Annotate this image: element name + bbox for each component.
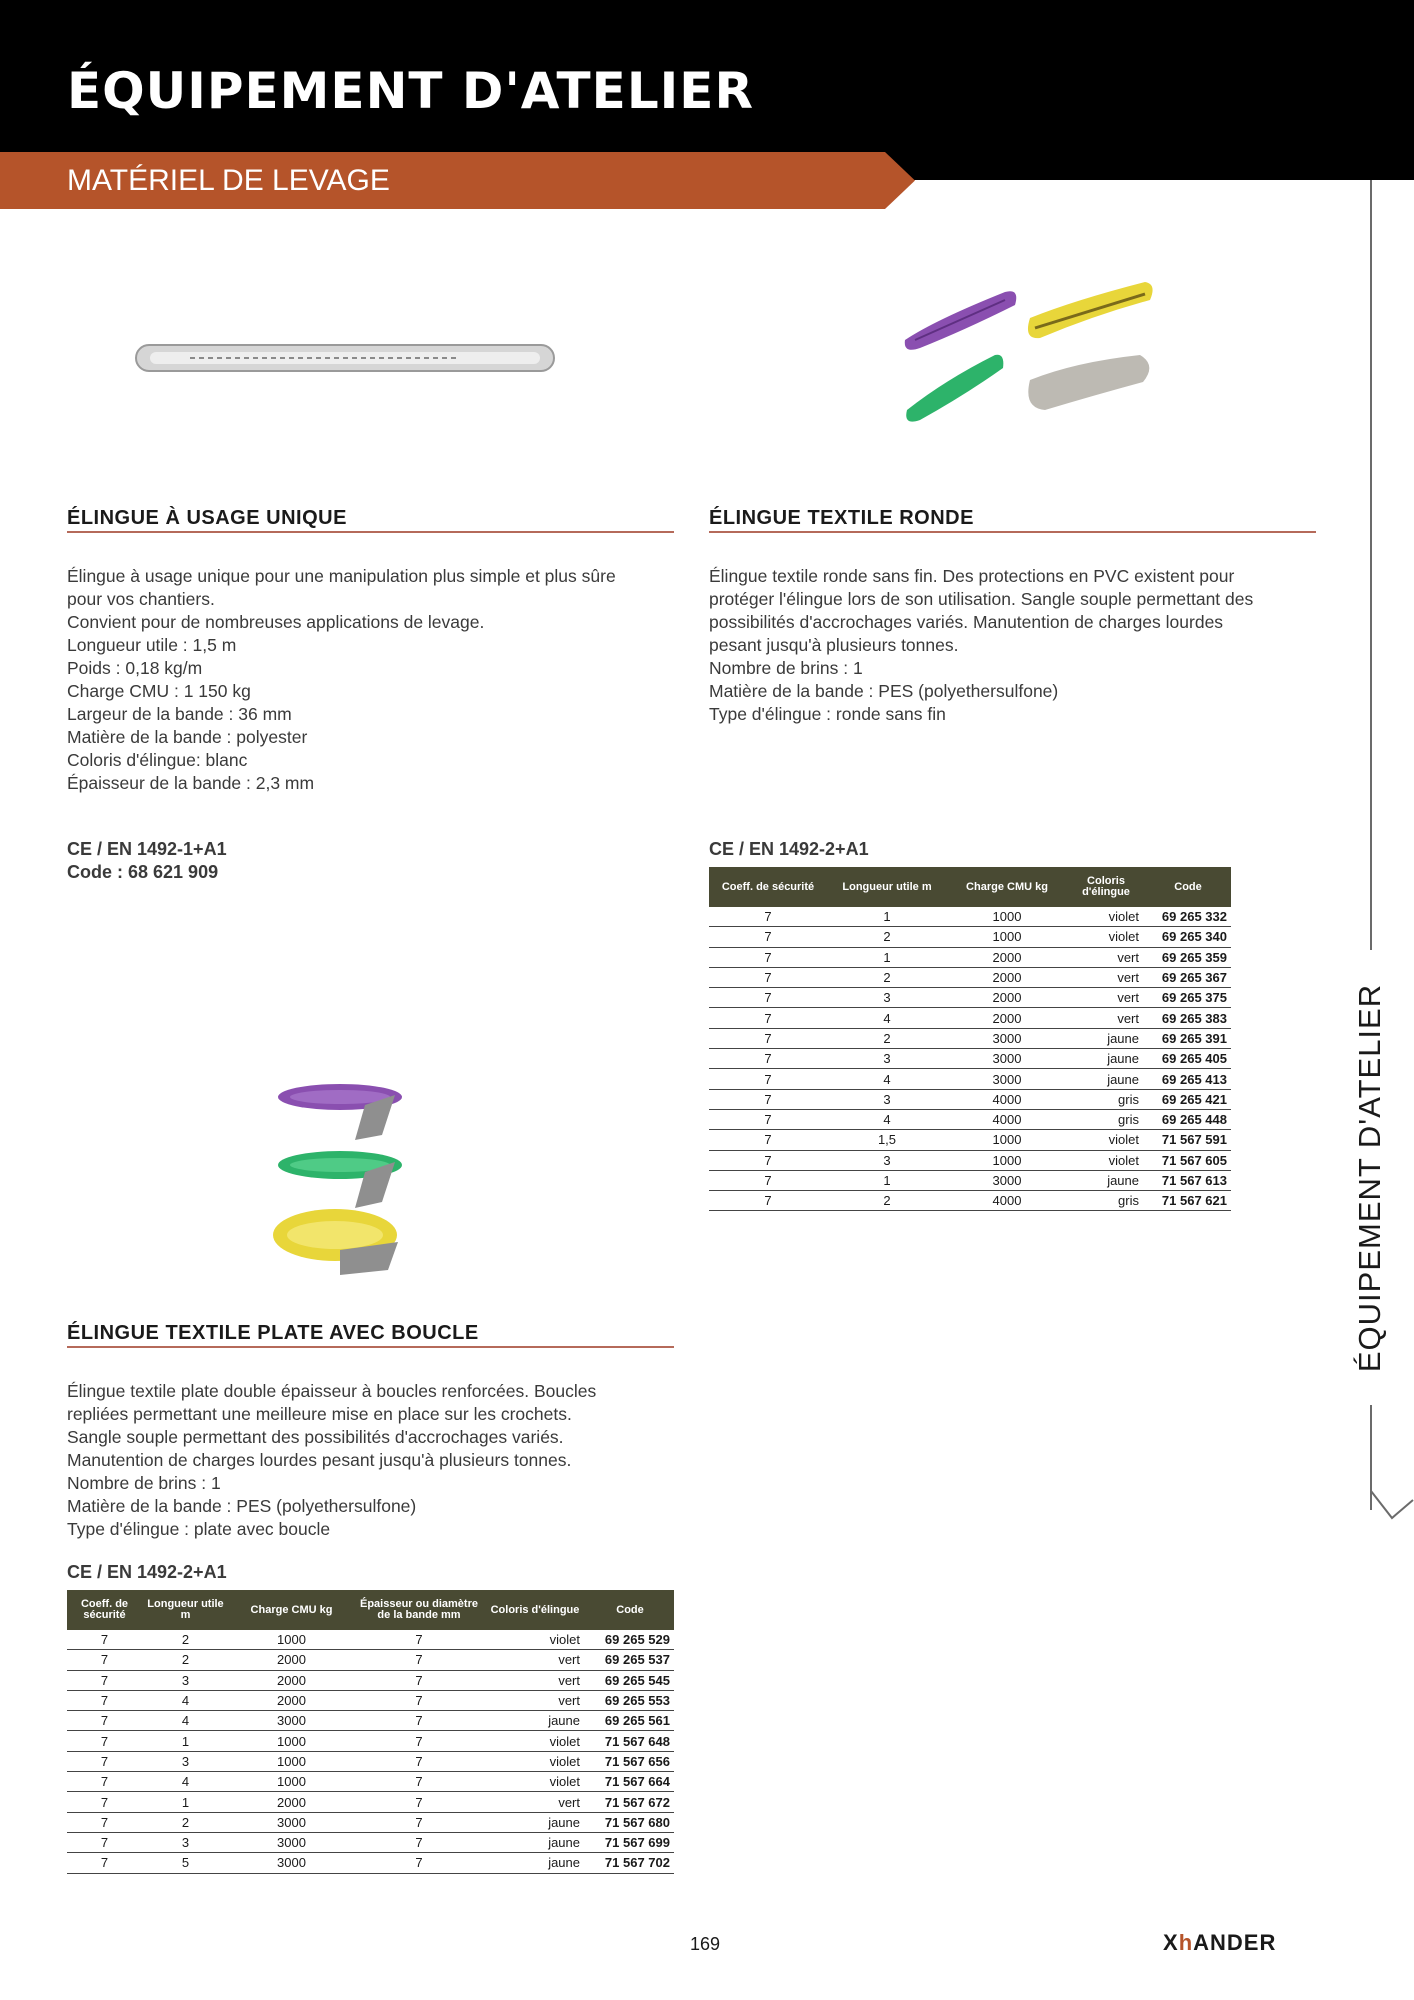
table-cell: violet [1067, 907, 1145, 927]
single-use-sling-image [130, 335, 560, 385]
table-cell: 7 [709, 1109, 827, 1129]
table-cell: vert [1067, 988, 1145, 1008]
single-use-sling-standard: CE / EN 1492-1+A1 [67, 839, 227, 859]
table-row [709, 1089, 1231, 1109]
table-cell: 71 567 680 [586, 1812, 674, 1832]
table-row [67, 1650, 674, 1670]
table-cell: 3000 [947, 1069, 1067, 1089]
col-header-coeff: Coeff. de sécurité [709, 867, 827, 907]
col-header-load: Charge CMU kg [947, 867, 1067, 907]
table-cell: 3 [142, 1751, 229, 1771]
table-row [67, 1853, 674, 1873]
table-cell: 69 265 383 [1145, 1008, 1231, 1028]
table-cell: 69 265 448 [1145, 1109, 1231, 1129]
table-cell: 7 [709, 1069, 827, 1089]
round-sling-rule [709, 531, 1316, 533]
table-cell: 2 [827, 1028, 947, 1048]
table-row [709, 1109, 1231, 1129]
table-cell: 7 [354, 1812, 484, 1832]
table-cell: violet [1067, 1150, 1145, 1170]
table-cell: 7 [709, 967, 827, 987]
table-row [67, 1832, 674, 1852]
table-cell: 7 [709, 1008, 827, 1028]
table-cell: jaune [484, 1711, 586, 1731]
table-cell: 69 265 553 [586, 1690, 674, 1710]
col-header-color: Coloris d'élingue [1067, 867, 1145, 907]
table-cell: 7 [709, 1191, 827, 1211]
table-cell: 7 [354, 1832, 484, 1852]
flat-sling-title: ÉLINGUE TEXTILE PLATE AVEC BOUCLE [67, 1322, 479, 1344]
table-cell: 69 265 413 [1145, 1069, 1231, 1089]
table-cell: 69 265 359 [1145, 947, 1231, 967]
side-section-label: ÉQUIPEMENT D'ATELIER [1352, 983, 1387, 1373]
table-row [709, 1191, 1231, 1211]
side-rule-top [1370, 180, 1372, 950]
table-cell: 7 [354, 1772, 484, 1792]
table-cell: 3000 [947, 1170, 1067, 1190]
table-cell: 4 [142, 1690, 229, 1710]
table-cell: 3000 [229, 1711, 354, 1731]
table-cell: 7 [354, 1670, 484, 1690]
table-cell: gris [1067, 1191, 1145, 1211]
table-cell: 7 [67, 1812, 142, 1832]
table-cell: 7 [67, 1832, 142, 1852]
round-sling-table [709, 867, 1231, 1211]
table-cell: gris [1067, 1109, 1145, 1129]
table-cell: 2000 [947, 967, 1067, 987]
table-row [67, 1751, 674, 1771]
table-cell: jaune [1067, 1049, 1145, 1069]
col-header-load: Charge CMU kg [229, 1590, 354, 1630]
table-header-row [709, 867, 1231, 907]
round-slings-image [895, 270, 1155, 430]
table-cell: violet [484, 1731, 586, 1751]
table-row [709, 947, 1231, 967]
table-cell: 7 [354, 1711, 484, 1731]
col-header-length: Longueur utile m [142, 1590, 229, 1630]
table-cell: 3000 [229, 1832, 354, 1852]
table-cell: 2000 [947, 947, 1067, 967]
table-cell: 3 [142, 1670, 229, 1690]
table-cell: 71 567 621 [1145, 1191, 1231, 1211]
table-cell: 2000 [229, 1650, 354, 1670]
table-row [67, 1731, 674, 1751]
table-cell: 7 [354, 1751, 484, 1771]
table-cell: 7 [709, 907, 827, 927]
table-cell: 7 [67, 1853, 142, 1873]
table-cell: vert [484, 1690, 586, 1710]
table-cell: 2000 [947, 988, 1067, 1008]
table-cell: 1000 [947, 1150, 1067, 1170]
single-use-sling-title: ÉLINGUE À USAGE UNIQUE [67, 507, 347, 529]
col-header-color: Coloris d'élingue [484, 1590, 586, 1630]
table-cell: 7 [709, 1028, 827, 1048]
table-cell: 71 567 591 [1145, 1130, 1231, 1150]
table-row [709, 1130, 1231, 1150]
table-cell: jaune [484, 1832, 586, 1852]
table-cell: vert [484, 1670, 586, 1690]
table-cell: 1 [142, 1792, 229, 1812]
table-cell: 7 [354, 1853, 484, 1873]
table-cell: jaune [484, 1812, 586, 1832]
table-cell: 2 [142, 1650, 229, 1670]
table-cell: 1000 [229, 1731, 354, 1751]
table-cell: 7 [354, 1792, 484, 1812]
table-cell: 69 265 421 [1145, 1089, 1231, 1109]
table-cell: jaune [484, 1853, 586, 1873]
round-sling-standard: CE / EN 1492-2+A1 [709, 839, 869, 859]
table-row [67, 1690, 674, 1710]
table-cell: 3 [827, 1150, 947, 1170]
table-cell: 69 265 545 [586, 1670, 674, 1690]
table-cell: 4 [827, 1008, 947, 1028]
table-row [709, 1069, 1231, 1089]
col-header-length: Longueur utile m [827, 867, 947, 907]
table-cell: jaune [1067, 1170, 1145, 1190]
table-cell: 4 [827, 1069, 947, 1089]
table-cell: 2 [142, 1630, 229, 1650]
table-cell: 2000 [229, 1690, 354, 1710]
table-cell: 71 567 613 [1145, 1170, 1231, 1190]
table-cell: 7 [709, 927, 827, 947]
table-cell: 4000 [947, 1089, 1067, 1109]
table-cell: 7 [709, 1150, 827, 1170]
table-cell: 7 [354, 1650, 484, 1670]
table-cell: gris [1067, 1089, 1145, 1109]
table-cell: 7 [709, 1089, 827, 1109]
table-cell: 1,5 [827, 1130, 947, 1150]
single-use-sling-rule [67, 531, 674, 533]
table-cell: jaune [1067, 1028, 1145, 1048]
table-row [67, 1772, 674, 1792]
table-cell: 7 [354, 1731, 484, 1751]
table-cell: 7 [354, 1690, 484, 1710]
table-cell: 5 [142, 1853, 229, 1873]
table-cell: 71 567 702 [586, 1853, 674, 1873]
table-cell: 4 [142, 1711, 229, 1731]
table-cell: 1000 [229, 1772, 354, 1792]
table-row [709, 967, 1231, 987]
col-header-code: Code [586, 1590, 674, 1630]
table-row [709, 1049, 1231, 1069]
single-use-sling-description: Élingue à usage unique pour une manipulation plus simple et plus sûre pour vos chantiers. Convient pour de nombreuses applications de levage. Longueur utile : 1,5 m Poids : 0,18 kg/m Charge CMU : 1 150 kg Largeur de la bande : 36 mm Matière de la bande : polyester Coloris d'élingue: blanc Épaisseur de la bande : 2,3 mm [67, 566, 616, 793]
table-cell: 71 567 656 [586, 1751, 674, 1771]
table-cell: 69 265 405 [1145, 1049, 1231, 1069]
table-row [67, 1812, 674, 1832]
table-cell: 7 [67, 1751, 142, 1771]
table-cell: 4 [142, 1772, 229, 1792]
flat-sling-description: Élingue textile plate double épaisseur à boucles renforcées. Boucles repliées permettant une meilleure mise en place sur les crochets. Sangle souple permettant des possibilités d'accrochages variés. Manutention de charges lourdes pesant jusqu'à plusieurs tonnes. Nombre de brins : 1 Matière de la bande : PES (polyethersulfone) Type d'élingue : plate avec boucle [67, 1381, 597, 1539]
table-row [67, 1792, 674, 1812]
table-cell: vert [1067, 1008, 1145, 1028]
side-chevron-icon [1370, 1490, 1414, 1520]
table-cell: 7 [67, 1670, 142, 1690]
table-cell: 7 [67, 1711, 142, 1731]
table-cell: 2000 [229, 1670, 354, 1690]
table-cell: 1 [827, 907, 947, 927]
table-cell: 1 [142, 1731, 229, 1751]
page-number: 169 [690, 1934, 721, 1954]
col-header-thickness: Épaisseur ou diamètre de la bande mm [354, 1590, 484, 1630]
table-row [709, 1028, 1231, 1048]
table-cell: 7 [67, 1792, 142, 1812]
table-cell: 69 265 537 [586, 1650, 674, 1670]
table-cell: 4000 [947, 1109, 1067, 1129]
table-cell: 4 [827, 1109, 947, 1129]
table-cell: 7 [67, 1650, 142, 1670]
table-cell: 71 567 664 [586, 1772, 674, 1792]
table-cell: 7 [709, 988, 827, 1008]
table-cell: 69 265 529 [586, 1630, 674, 1650]
table-cell: 1000 [229, 1630, 354, 1650]
table-cell: 7 [67, 1772, 142, 1792]
table-row [67, 1630, 674, 1650]
table-cell: vert [1067, 947, 1145, 967]
table-cell: 71 567 699 [586, 1832, 674, 1852]
table-cell: 1000 [947, 1130, 1067, 1150]
table-cell: 71 567 672 [586, 1792, 674, 1812]
table-cell: vert [1067, 967, 1145, 987]
section-banner-label: MATÉRIEL DE LEVAGE [67, 164, 390, 197]
table-row [67, 1711, 674, 1731]
table-cell: 2 [142, 1812, 229, 1832]
table-cell: 71 567 648 [586, 1731, 674, 1751]
table-cell: 69 265 340 [1145, 927, 1231, 947]
table-cell: 1 [827, 947, 947, 967]
table-row [709, 927, 1231, 947]
table-cell: 1000 [947, 907, 1067, 927]
table-row [67, 1670, 674, 1690]
table-cell: 7 [67, 1731, 142, 1751]
round-sling-title: ÉLINGUE TEXTILE RONDE [709, 507, 974, 529]
col-header-coeff: Coeff. de sécurité [67, 1590, 142, 1630]
table-cell: 3000 [229, 1853, 354, 1873]
table-cell: 71 567 605 [1145, 1150, 1231, 1170]
page-title: ÉQUIPEMENT D'ATELIER [67, 62, 754, 120]
flat-sling-rule [67, 1346, 674, 1348]
table-cell: 1000 [947, 927, 1067, 947]
table-cell: 7 [709, 1130, 827, 1150]
table-cell: 3 [827, 988, 947, 1008]
table-cell: 69 265 367 [1145, 967, 1231, 987]
table-cell: 7 [709, 947, 827, 967]
table-cell: 69 265 375 [1145, 988, 1231, 1008]
table-cell: 2 [827, 967, 947, 987]
table-cell: 7 [709, 1170, 827, 1190]
table-cell: violet [484, 1772, 586, 1792]
table-cell: 7 [67, 1690, 142, 1710]
table-cell: jaune [1067, 1069, 1145, 1089]
flat-sling-standard: CE / EN 1492-2+A1 [67, 1562, 227, 1582]
table-cell: 3 [827, 1089, 947, 1109]
table-cell: 7 [709, 1049, 827, 1069]
table-cell: 69 265 391 [1145, 1028, 1231, 1048]
brand-logo: XhANDER [1163, 1930, 1277, 1955]
table-cell: 3 [827, 1049, 947, 1069]
table-cell: 69 265 332 [1145, 907, 1231, 927]
flat-slings-image [270, 1080, 410, 1280]
flat-sling-table [67, 1590, 674, 1874]
table-cell: 4000 [947, 1191, 1067, 1211]
table-cell: 2000 [229, 1792, 354, 1812]
table-cell: 3000 [229, 1812, 354, 1832]
table-row [709, 907, 1231, 927]
table-cell: 3000 [947, 1049, 1067, 1069]
table-row [709, 1170, 1231, 1190]
table-row [709, 1150, 1231, 1170]
table-cell: violet [484, 1630, 586, 1650]
table-cell: violet [1067, 927, 1145, 947]
table-cell: 1 [827, 1170, 947, 1190]
table-cell: violet [484, 1751, 586, 1771]
table-cell: 2000 [947, 1008, 1067, 1028]
table-cell: 7 [354, 1630, 484, 1650]
table-row [709, 988, 1231, 1008]
table-row [709, 1008, 1231, 1028]
table-header-row [67, 1590, 674, 1630]
table-cell: 69 265 561 [586, 1711, 674, 1731]
table-cell: 2 [827, 927, 947, 947]
single-use-sling-code: Code : 68 621 909 [67, 862, 219, 882]
table-cell: 3 [142, 1832, 229, 1852]
table-cell: 3000 [947, 1028, 1067, 1048]
table-cell: vert [484, 1792, 586, 1812]
col-header-code: Code [1145, 867, 1231, 907]
table-cell: 2 [827, 1191, 947, 1211]
table-cell: 7 [67, 1630, 142, 1650]
table-cell: vert [484, 1650, 586, 1670]
table-cell: violet [1067, 1130, 1145, 1150]
table-cell: 1000 [229, 1751, 354, 1771]
round-sling-description: Élingue textile ronde sans fin. Des protections en PVC existent pour protéger l'élingue lors de son utilisation. Sangle souple permettant des possibilités d'accrochages variés. Manutention de charges lourdes pesant jusqu'à plusieurs tonnes. Nombre de brins : 1 Matière de la bande : PES (polyethersulfone) Type d'élingue : ronde sans fin [709, 566, 1254, 724]
